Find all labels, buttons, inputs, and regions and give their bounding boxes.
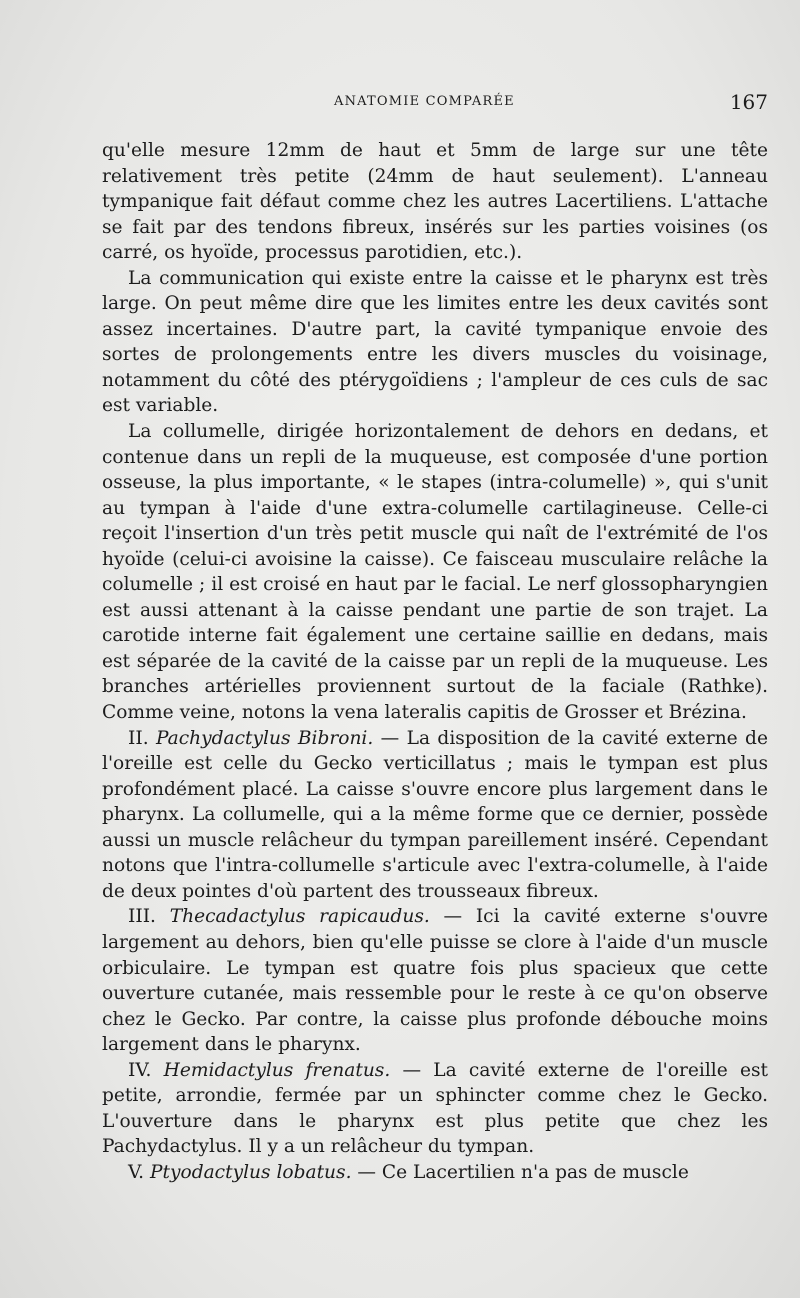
paragraph: La collumelle, dirigée horizontalement de dehors en dedans, et contenue dans un repli de la muqueuse, est composée d'une portion osseuse, la plus importante, « le stapes (intra-columelle) », qui s'unit au tympan à l'aide d'une extra-columelle cartilagineuse. Celle-ci reçoit l'insertion d'un très petit muscle qui naît de l'extrémité de l'os hyoïde (celui-ci avoisine la caisse). Ce faisceau musculaire relâche la columelle ; il est croisé en haut par le facial. Le nerf glossopharyngien est aussi attenant à la caisse pendant une partie de son trajet. La carotide interne fait également une certaine saillie en dedans, mais est séparée de la cavité de la caisse par un repli de la muqueuse. Les branches artérielles proviennent surtout de la faciale (Rathke). Comme veine, notons la vena lateralis capitis de Grosser et Brézina. — [102, 421, 768, 724]
section-paragraph — [102, 1058, 768, 1160]
section-numeral: II. — [128, 727, 149, 749]
section-numeral: III. — [128, 906, 156, 928]
page-number: 167 — [729, 90, 768, 114]
section-paragraph — [102, 1160, 768, 1186]
section-text: — La disposition de la cavité externe de l'oreille est celle du Gecko verticillatus ; mais le tympan est plus profondément placé. La caisse s'ouvre encore plus largement dans le pharynx. La collumelle, qui a la même forme que ce dernier, possède aussi un muscle relâcheur du tympan pareillement inséré. Cependant notons que l'intra-collumelle s'articule avec l'extra-columelle, à l'aide de deux pointes d'où partent des trousseaux fibreux. — [102, 727, 768, 902]
section-text: — Ici la cavité externe s'ouvre largement au dehors, bien qu'elle puisse se clore à l'aide d'un muscle orbiculaire. Le tympan est quatre fois plus spacieux que cette ouverture cutanée, mais ressemble pour le reste à ce qu'on observe chez le Gecko. Par contre, la caisse plus profonde débouche moins largement dans le pharynx. — [102, 906, 768, 1056]
taxon-name: Ptyodactylus lobatus. — [150, 1161, 352, 1183]
section-paragraph — [102, 726, 768, 905]
section-numeral: V. — [128, 1161, 145, 1183]
section-numeral: IV. — [128, 1059, 152, 1081]
paragraph: La communication qui existe entre la caisse et le pharynx est très large. On peut même dire que les limites entre les deux cavités sont assez incertaines. D'autre part, la cavité tympanique envoie des sortes de prolongements entre les divers muscles du voisinage, notamment du côté des ptérygoïdiens ; l'ampleur de ces culs de sac est variable. — [102, 267, 768, 417]
taxon-name: Hemidactylus frenatus. — [163, 1059, 391, 1081]
section-paragraph — [102, 904, 768, 1057]
section-text: — Ce Lacertilien n'a pas de muscle — [357, 1161, 689, 1183]
page-header — [100, 92, 768, 118]
taxon-name: Pachydactylus Bibroni. — [155, 727, 374, 749]
paragraph: qu'elle mesure 12mm de haut et 5mm de large sur une tête relativement très petite (24mm de haut seulement). L'anneau tympanique fait défaut comme chez les autres Lacertiliens. L'attache se fait par des tendons fibreux, insérés sur les parties voisines (os carré, os hyoïde, processus parotidien, etc.). — [102, 140, 768, 264]
body-text — [102, 138, 768, 1185]
running-title: ANATOMIE COMPARÉE — [334, 94, 515, 109]
section-text: — La cavité externe de l'oreille est petite, arrondie, fermée par un sphincter comme chez le Gecko. L'ouverture dans le pharynx est plus petite que chez les Pachydactylus. Il y a un relâcheur du tympan. — [102, 1059, 768, 1158]
taxon-name: Thecadactylus rapicaudus. — [169, 906, 430, 928]
